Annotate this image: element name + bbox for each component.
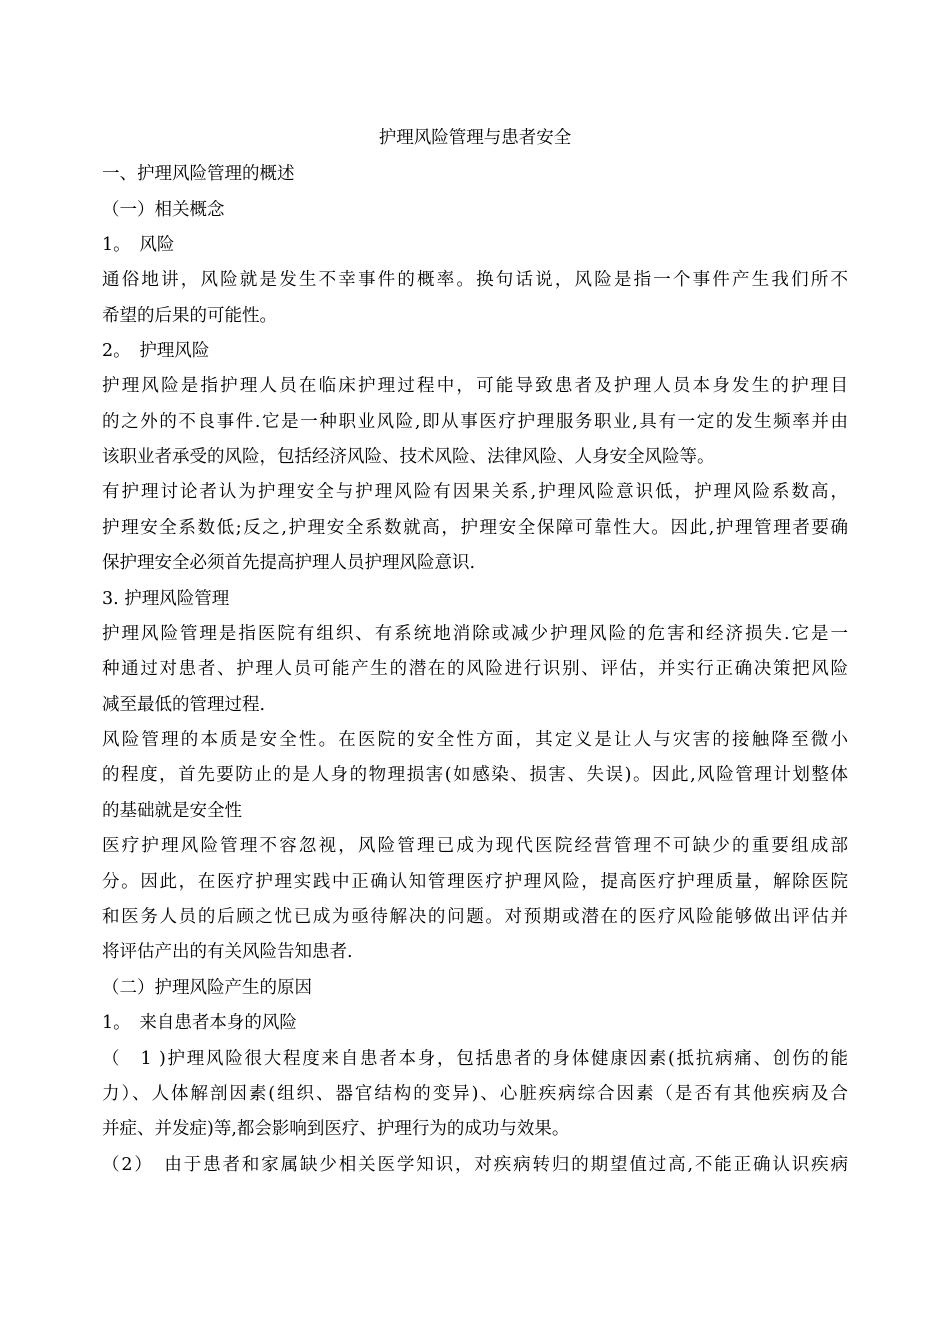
subsection-heading: （二）护理风险产生的原因 [102, 978, 312, 998]
paragraph-line: 的基础就是安全性 [102, 801, 242, 821]
paragraph-line: 分。因此，在医疗护理实践中正确认知管理医疗护理风险，提高医疗护理质量，解除医院 [102, 872, 848, 892]
item-heading: 1。 风险 [102, 235, 175, 255]
paragraph-line: 有护理讨论者认为护理安全与护理风险有因果关系,护理风险意识低，护理风险系数高， [102, 482, 848, 502]
paragraph-line: 护理安全系数低;反之,护理安全系数就高，护理安全保障可靠性大。因此,护理管理者要确 [102, 518, 848, 538]
paragraph-line: 的之外的不良事件.它是一种职业风险,即从事医疗护理服务职业,具有一定的发生频率并由 [102, 412, 848, 432]
paragraph-line: 种通过对患者、护理人员可能产生的潜在的风险进行识别、评估，并实行正确决策把风险 [102, 659, 848, 679]
paragraph-line: 和医务人员的后顾之忧已成为亟待解决的问题。对预期或潜在的医疗风险能够做出评估并 [102, 907, 848, 927]
subsection-heading: （一）相关概念 [102, 200, 225, 220]
paragraph-line: 通俗地讲，风险就是发生不幸事件的概率。换句话说，风险是指一个事件产生我们所不 [102, 270, 848, 290]
paragraph-line: 力）、人体解剖因素(组织、器官结构的变异)、心脏疾病综合因素（是否有其他疾病及合 [102, 1084, 848, 1104]
paragraph-line: （2） 由于患者和家属缺少相关医学知识，对疾病转归的期望值过高,不能正确认识疾病 [102, 1155, 848, 1175]
paragraph-line: 并症、并发症)等,都会影响到医疗、护理行为的成功与效果。 [102, 1119, 570, 1139]
document-title: 护理风险管理与患者安全 [378, 128, 572, 148]
item-heading: 2。 护理风险 [102, 341, 210, 361]
item-heading: 3. 护理风险管理 [102, 589, 230, 609]
paragraph-line: （ 1 )护理风险很大程度来自患者本身，包括患者的身体健康因素(抵抗病痛、创伤的能 [102, 1049, 848, 1069]
paragraph-line: 护理风险管理是指医院有组织、有系统地消除或减少护理风险的危害和经济损失.它是一 [102, 624, 848, 644]
paragraph-line: 减至最低的管理过程. [102, 695, 266, 715]
paragraph-line: 保护理安全必须首先提高护理人员护理风险意识. [102, 553, 476, 573]
section-heading: 一、护理风险管理的概述 [102, 164, 295, 184]
paragraph-line: 医疗护理风险管理不容忽视，风险管理已成为现代医院经营管理不可缺少的重要组成部 [102, 836, 848, 856]
paragraph-line: 该职业者承受的风险，包括经济风险、技术风险、法律风险、人身安全风险等。 [102, 447, 715, 467]
paragraph-line: 护理风险是指护理人员在临床护理过程中，可能导致患者及护理人员本身发生的护理目 [102, 376, 848, 396]
paragraph-line: 将评估产出的有关风险告知患者. [102, 942, 353, 962]
paragraph-line: 希望的后果的可能性。 [102, 306, 277, 326]
item-heading: 1。 来自患者本身的风险 [102, 1013, 297, 1033]
paragraph-line: 风险管理的本质是安全性。在医院的安全性方面，其定义是让人与灾害的接触降至微小 [102, 730, 848, 750]
paragraph-line: 的程度，首先要防止的是人身的物理损害(如感染、损害、失误)。因此,风险管理计划整体 [102, 765, 848, 785]
